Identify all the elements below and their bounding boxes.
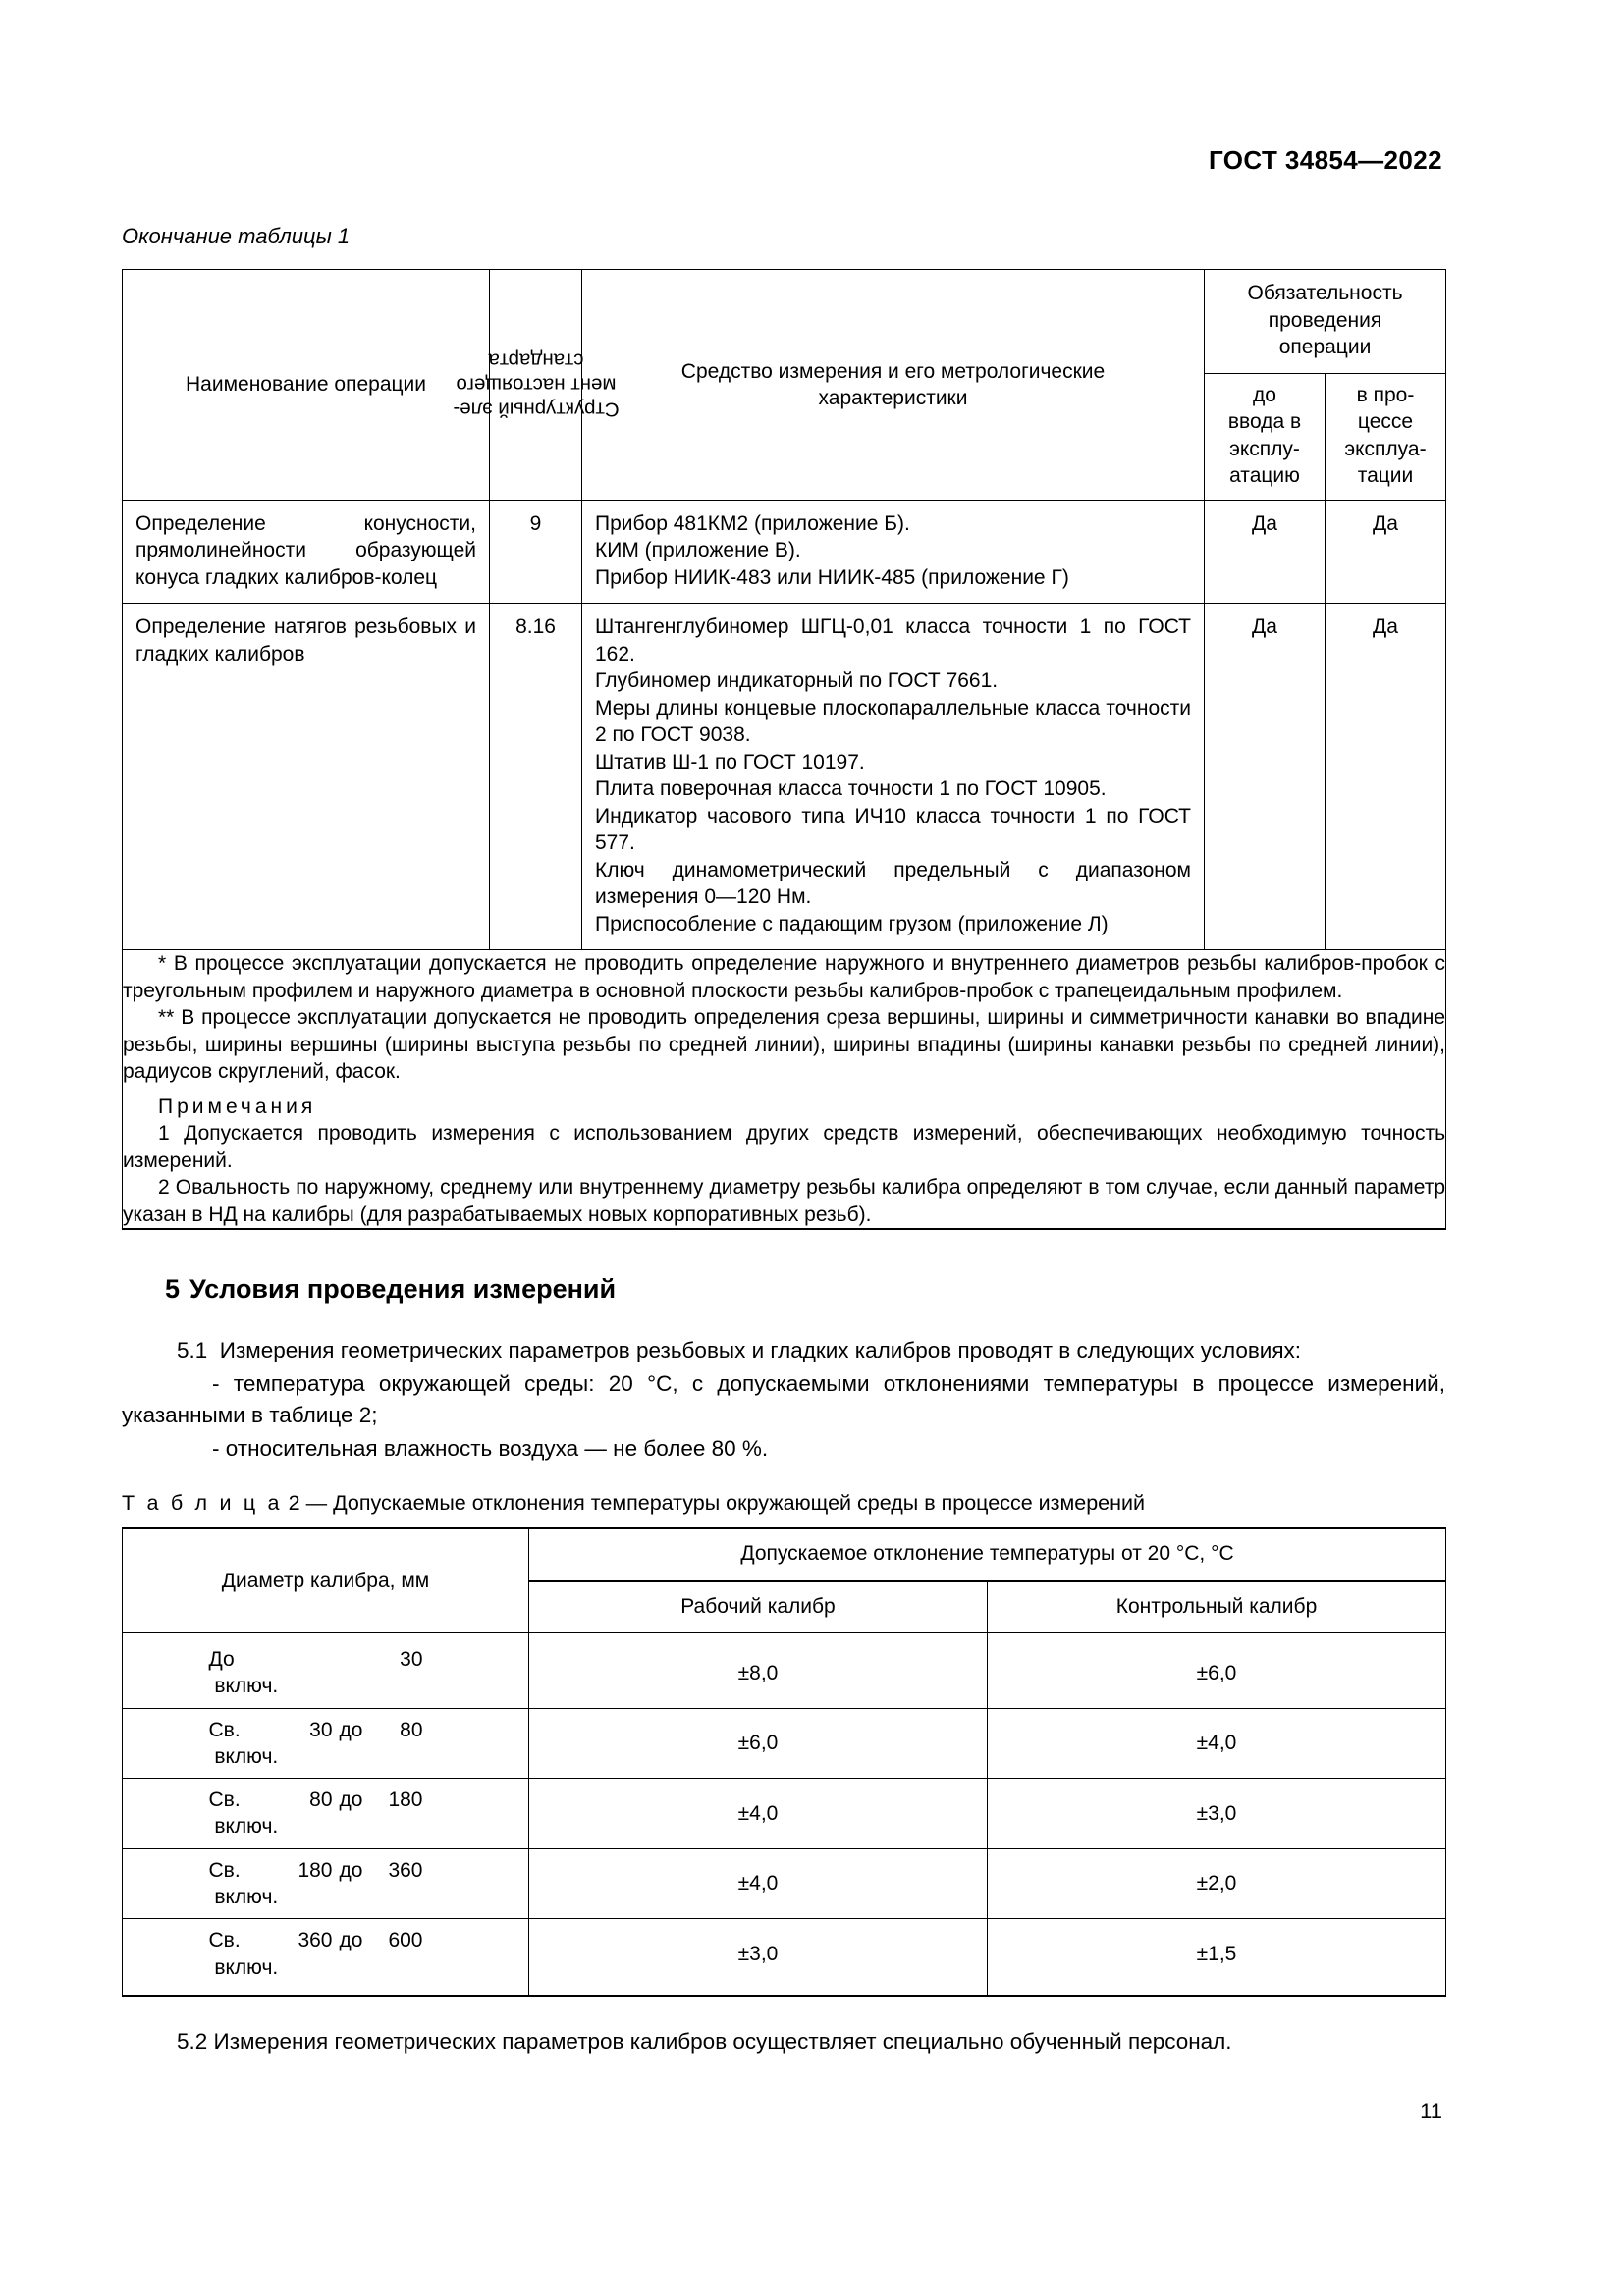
d-mid: до [339,1789,363,1812]
paragraph-5-2-number: 5.2 [177,2028,208,2054]
means-line: Прибор 481КМ2 (приложение Б). [595,511,910,535]
table1-notes-row [123,950,1446,1230]
table1-r0-during-use-text: Да [1373,511,1398,535]
table1-header-row [123,270,1446,374]
means-line: Глубиномер индикаторный по ГОСТ 7661. [595,669,999,693]
table1-th-structural-element [452,270,620,501]
table1-th-during-use-l3: эксплуа- [1344,437,1427,460]
means-line: Индикатор часового типа ИЧ10 класса точности 1 по ГОСТ 577. [595,804,1191,855]
bullet-humidity: - относительная влажность воздуха — не более 80 %. [212,1435,769,1461]
table1-th-during-use-l2: цессе [1357,410,1414,434]
table2-r3-diameter-text [209,1857,443,1911]
table1-th-measuring-means [582,270,1205,501]
table1-r1-means [582,604,1205,950]
table1-r1-during-use-text: Да [1373,615,1398,639]
table1-notes-title: Примечания [158,1095,317,1118]
table1-th-before-use [1205,373,1326,500]
table2-r2-diameter-text [209,1787,443,1841]
means-line: Меры длины концевые плоскопараллельные класса точности 2 по ГОСТ 9038. [595,696,1191,747]
table2-r1-control: ±4,0 [988,1708,1446,1779]
table1-caption: Окончание таблицы 1 [122,224,351,248]
means-line: Приспособление с падающим грузом (приложение Л) [595,912,1109,935]
page-content [122,224,1445,2059]
table1-r0-before-use [1205,500,1326,604]
table1-note-2: 2 Овальность по наружному, среднему или внутреннему диаметру резьбы калибра определяют в том случае, если данный параметр указан в НД на калибры (для разрабатываемых новых корпоративных резьб). [123,1176,1446,1226]
table1-th-before-use-l4: атацию [1229,464,1300,488]
table1-th-obligation [1205,270,1446,374]
table1-note-1: 1 Допускается проводить измерения с использованием других средств измерений, обеспечивающих необходимую точность измерений. [123,1122,1446,1172]
rot-line-3: стандарта [487,348,584,372]
paragraph-5-1-number: 5.1 [177,1337,208,1362]
table1-r0-element [490,500,582,604]
d-lo: 30 [309,1718,333,1741]
table2-body [123,1528,1446,1996]
table2-r2-diameter [123,1779,529,1849]
d-suf: включ. [214,1955,279,1979]
means-line: Прибор НИИК-483 или НИИК-485 (приложение Г) [595,565,1069,589]
table2-r4-diameter-text [209,1927,443,1981]
paragraph-5-1 [122,1335,1445,1366]
table1-r0-operation-text: Определение конусности, прямолинейности образующей конуса гладких калибров-колец [135,511,476,589]
table1-body [123,500,1446,1229]
table2-r0-diameter-text [209,1646,443,1700]
section-5-title: Условия проведения измерений [189,1274,617,1305]
d-pre: До [208,1648,235,1671]
table1-th-obligation-l2: проведения [1268,308,1382,332]
table1 [122,269,1446,1230]
table1-r1-during-use [1326,604,1446,950]
table2-r2-control: ±3,0 [988,1779,1446,1849]
d-hi: 180 [388,1789,423,1812]
table2-r1-working: ±6,0 [529,1708,988,1779]
d-pre: Св. [208,1929,241,1952]
table2 [122,1527,1446,1997]
table1-th-operation-label: Наименование операции [186,373,426,397]
table2-r3-working: ±4,0 [529,1848,988,1919]
table1-th-before-use-l1: до [1253,383,1276,406]
table-row [123,1848,1446,1919]
table1-th-during-use-l1: в про- [1356,383,1415,406]
table1-th-before-use-l3: эксплу- [1229,437,1300,460]
page-number: 11 [1420,2099,1442,2123]
d-pre: Св. [208,1789,241,1812]
table-row [123,1708,1446,1779]
section-5-number: 5 [165,1274,181,1305]
d-suf: включ. [214,1675,279,1698]
table1-th-measuring-means-l2: характеристики [818,387,968,410]
table2-header-row [123,1528,1446,1580]
section-5-heading [122,1273,1445,1305]
table1-th-obligation-l3: операции [1278,336,1372,359]
means-line: КИМ (приложение В). [595,539,801,562]
d-mid: до [339,1718,363,1741]
table1-head [123,270,1446,501]
table1-footnote-1: * В процессе эксплуатации допускается не проводить определение наружного и внутреннего диаметров резьбы калибров-пробок с треугольным профилем и наружного диаметра в основной плоскости резьбы калибров-пробок с трапецеидальным профилем. [123,952,1446,1002]
table2-th-control: Контрольный калибр [988,1581,1446,1633]
table2-r4-diameter [123,1919,529,1996]
table2-caption-number: 2 [288,1490,300,1515]
table1-r1-element [490,604,582,950]
d-hi: 600 [388,1929,423,1952]
rot-line-2: мент настоящего [456,373,617,397]
table2-caption [122,1490,1445,1517]
table2-r1-diameter-text [209,1717,443,1771]
d-lo: 80 [309,1789,333,1812]
d-mid: до [339,1929,363,1952]
table1-r0-during-use [1326,500,1446,604]
table1-th-measuring-means-l1: Средство измерения и его метрологические [680,359,1106,383]
paragraph-5-2 [122,2026,1445,2057]
table2-r3-control: ±2,0 [988,1848,1446,1919]
table1-r0-means-list [582,501,1204,604]
d-hi: 30 [400,1648,423,1671]
table1-th-operation [123,270,490,501]
table1-r0-before-use-text: Да [1252,511,1277,535]
table2-th-deviation: Допускаемое отклонение температуры от 20 °C, °C [529,1528,1446,1580]
table2-r1-diameter [123,1708,529,1779]
table1-th-during-use [1326,373,1446,500]
d-lo: 360 [298,1929,333,1952]
table2-caption-text: — Допускаемые отклонения температуры окружающей среды в процессе измерений [305,1490,1146,1515]
d-suf: включ. [214,1815,279,1839]
d-pre: Св. [208,1858,241,1882]
table-row [123,604,1446,950]
paragraph-5-2-text: Измерения геометрических параметров калибров осуществляет специально обученный персонал. [213,2028,1232,2054]
table1-notes-cell [123,950,1446,1230]
means-line: Штатив Ш-1 по ГОСТ 10197. [595,750,865,774]
table1-th-structural-element-rotated [452,311,620,458]
means-line: Плита поверочная класса точности 1 по ГОСТ 10905. [595,777,1107,801]
d-hi: 360 [388,1858,423,1882]
table1-r1-operation [123,604,490,950]
bullet-temperature: - температура окружающей среды: 20 °C, с допускаемыми отклонениями температуры в процессе измерений, указанными в таблице 2; [122,1370,1445,1427]
means-line: Ключ динамометрический предельный с диапазоном измерения 0—120 Нм. [595,858,1191,909]
table2-r0-working: ±8,0 [529,1633,988,1709]
table-row [123,500,1446,604]
d-mid: до [339,1858,363,1882]
running-header-standard-number: ГОСТ 34854—2022 [1209,145,1442,175]
table1-r0-operation [123,500,490,604]
means-line: Штангенглубиномер ШГЦ-0,01 класса точности 1 по ГОСТ 162. [595,615,1191,666]
table2-r2-working: ±4,0 [529,1779,988,1849]
table1-footnote-2: ** В процессе эксплуатации допускается не проводить определения среза вершины, ширины и симметричности канавки во впадине резьбы, ширины вершины (ширины выступа резьбы по средней линии), ширины впадины (ширины канавки резьбы по средней линии), радиусов скруглений, фасок. [123,1006,1446,1084]
d-suf: включ. [214,1886,279,1909]
table2-r0-control: ±6,0 [988,1633,1446,1709]
rot-line-1: Структурный эле- [452,398,620,421]
paragraph-5-1-text: Измерения геометрических параметров резьбовых и гладких калибров проводят в следующих условиях: [219,1337,1302,1362]
table2-caption-label: Т а б л и ц а [122,1490,283,1515]
table1-th-obligation-l1: Обязательность [1247,282,1403,305]
table1-r1-before-use-text: Да [1252,615,1277,639]
d-pre: Св. [208,1718,241,1741]
table2-r4-working: ±3,0 [529,1919,988,1996]
table1-r1-before-use [1205,604,1326,950]
table2-th-working: Рабочий калибр [529,1581,988,1633]
table2-th-diameter: Диаметр калибра, мм [123,1528,529,1632]
table-row [123,1633,1446,1709]
table1-r0-means [582,500,1205,604]
table1-th-during-use-l4: тации [1357,464,1414,488]
table2-r3-diameter [123,1848,529,1919]
table1-r1-element-text: 8.16 [515,615,556,639]
table1-th-before-use-l2: ввода в [1227,410,1302,434]
d-hi: 80 [400,1718,423,1741]
table-row [123,1779,1446,1849]
table-row [123,1919,1446,1996]
table1-r0-element-text: 9 [529,511,542,535]
table1-r1-means-list [582,604,1204,949]
table2-r0-diameter [123,1633,529,1709]
table1-r1-operation-text: Определение натягов резьбовых и гладких калибров [135,615,476,666]
table2-r4-control: ±1,5 [988,1919,1446,1996]
table1-th-structural-element-text [453,348,619,422]
d-suf: включ. [214,1744,279,1768]
d-lo: 180 [298,1858,333,1882]
